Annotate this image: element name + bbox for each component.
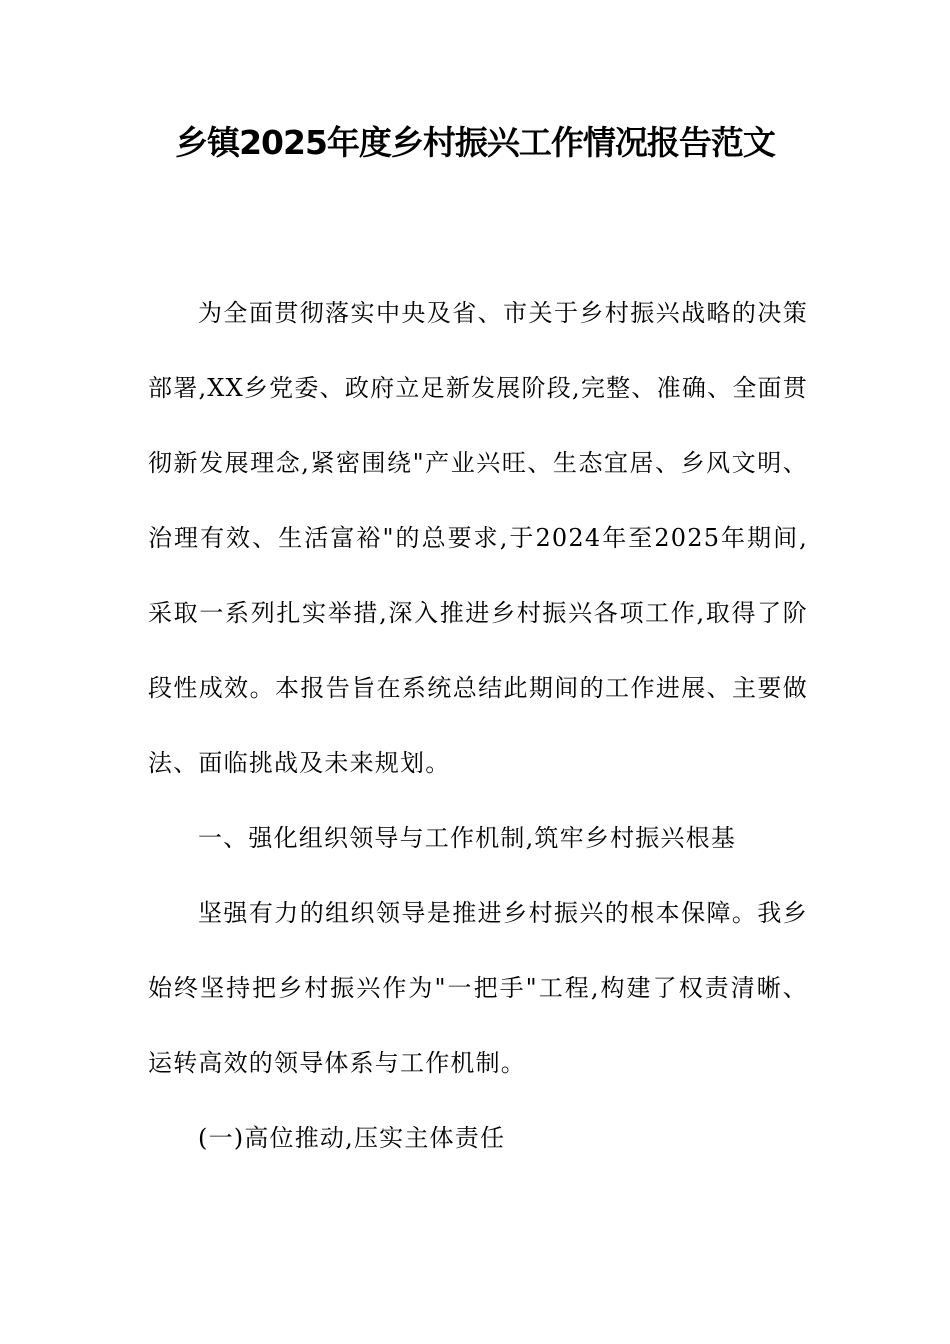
paragraph-intro: 为全面贯彻落实中央及省、市关于乡村振兴战略的决策部署,XX乡党委、政府立足新发展阶段,完整、准确、全面贯彻新发展理念,紧密围绕"产业兴旺、生态宜居、乡风文明、治理有效、生活富裕"的总要求,于2024年至2025年期间,采取一系列扎实举措,深入推进乡村振兴各项工作,取得了阶段性成效。本报告旨在系统总结此期间的工作进展、主要做法、面临挑战及未来规划。 [148,299,808,777]
paragraph-section-1: 坚强有力的组织领导是推进乡村振兴的根本保障。我乡始终坚持把乡村振兴作为"一把手"工程,构建了权责清晰、运转高效的领导体系与工作机制。 [148,899,808,1077]
subsection-heading-1: (一)高位推动,压实主体责任 [198,1124,506,1152]
document-title: 乡镇2025年度乡村振兴工作情况报告范文 [175,123,775,162]
document-body [148,276,808,1176]
section-heading-1: 一、强化组织领导与工作机制,筑牢乡村振兴根基 [198,824,737,852]
